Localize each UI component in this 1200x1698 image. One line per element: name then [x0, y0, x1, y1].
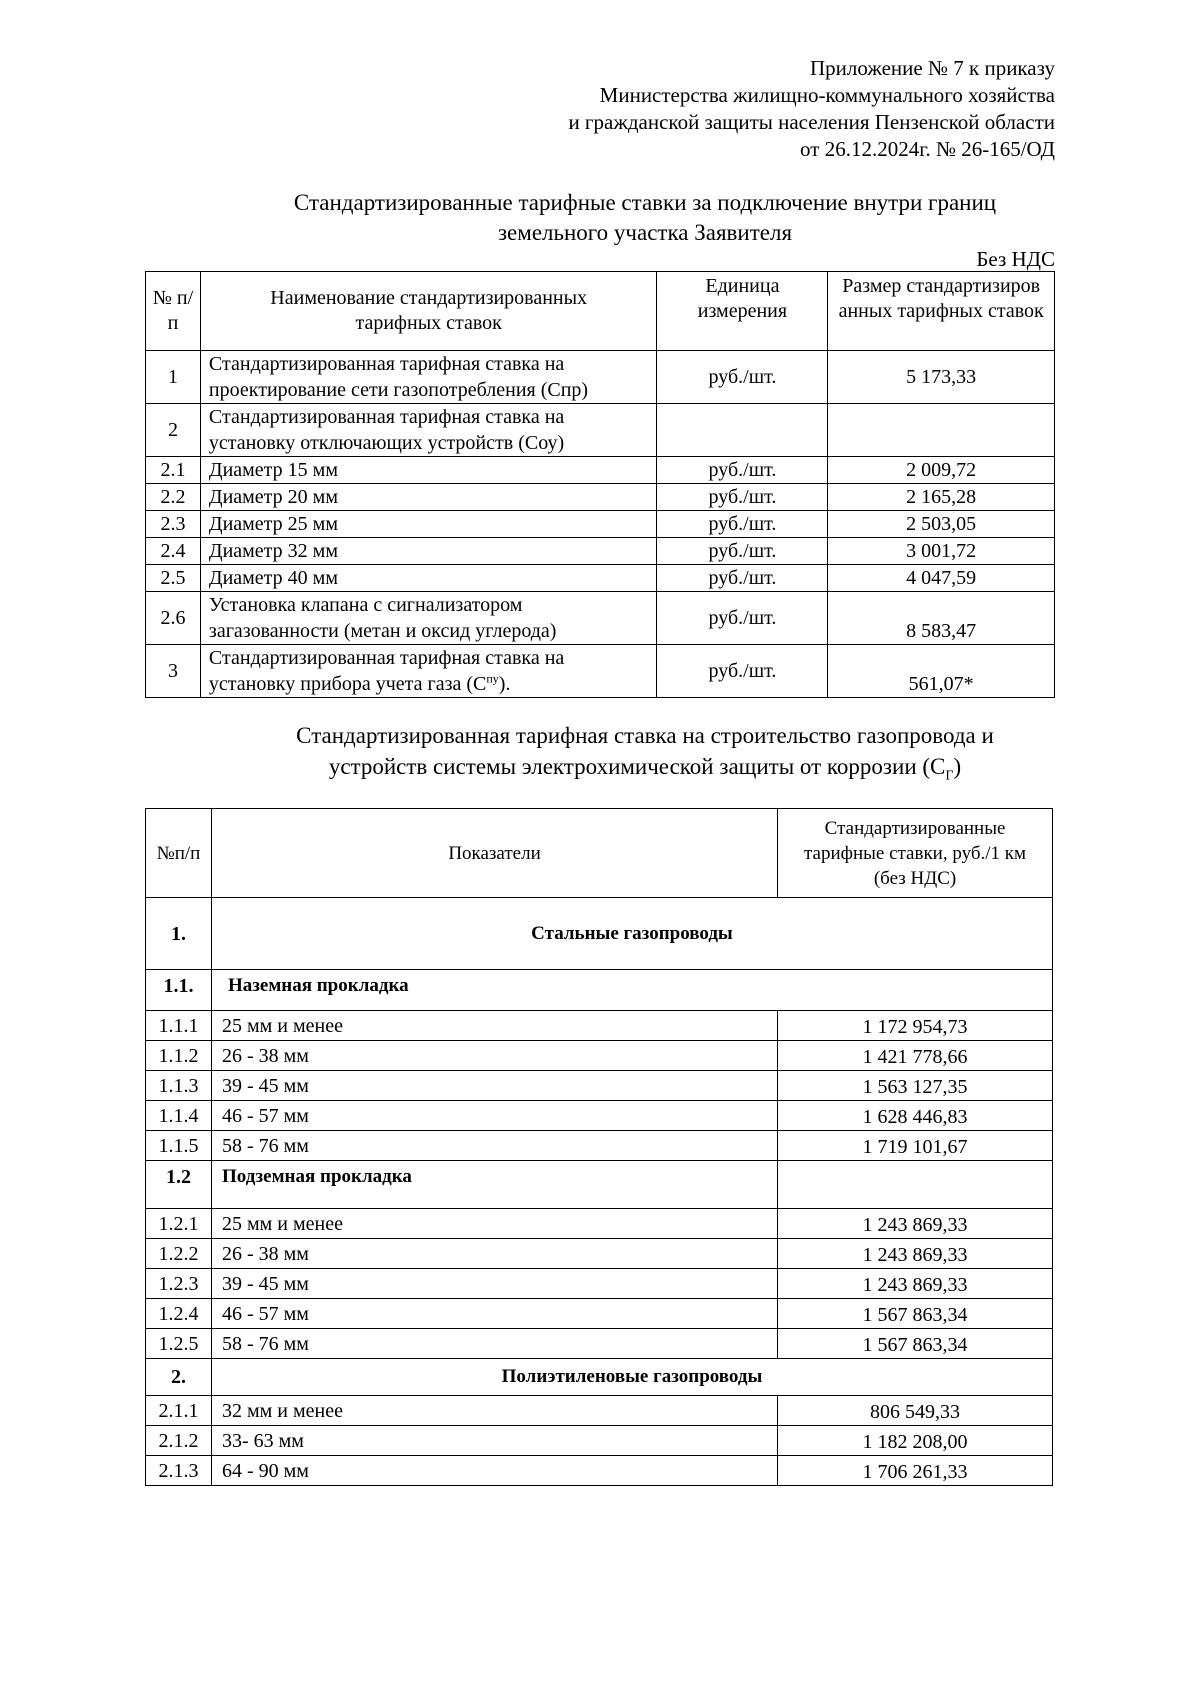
- table-row: [146, 1299, 1053, 1329]
- col-name-header: Наименование стандартизированных тарифных ставок: [200, 272, 657, 351]
- col-value-header: Стандартизированные тарифные ставки, руб./1 км (без НДС): [778, 809, 1053, 898]
- row-value: 1 182 208,00: [778, 1426, 1053, 1456]
- table-row: [146, 1071, 1053, 1101]
- row-name: Установка клапана с сигнализатором загазованности (метан и оксид углерода): [200, 592, 657, 645]
- row-unit: руб./шт.: [657, 538, 828, 565]
- title-text: устройств системы электрохимической защиты от коррозии (С: [328, 754, 946, 779]
- row-num: 2.4: [146, 538, 201, 565]
- row-name-text: Стандартизированная тарифная ставка на установку прибора учета газа (С: [208, 647, 565, 695]
- row-num: 3: [146, 645, 201, 698]
- title-end: ): [953, 754, 962, 779]
- row-value: 2 503,05: [828, 511, 1055, 538]
- col-num-header: №п/п: [146, 809, 212, 898]
- row-value: 1 719 101,67: [778, 1131, 1053, 1161]
- row-value: 2 009,72: [828, 457, 1055, 484]
- ministry-line-2: и гражданской защиты населения Пензенской области: [568, 110, 1055, 134]
- row-unit: руб./шт.: [657, 565, 828, 592]
- section-row-polyethylene: [146, 1359, 1053, 1396]
- subsection-value-empty: [778, 1161, 1053, 1209]
- row-value: 561,07*: [828, 645, 1055, 698]
- table-row: [146, 1329, 1053, 1359]
- col-indicator-header: Показатели: [211, 809, 777, 898]
- row-name: 32 мм и менее: [211, 1396, 777, 1426]
- row-value: 1 243 869,33: [778, 1269, 1053, 1299]
- row-num: 2.2: [146, 484, 201, 511]
- row-num: 1.1.4: [146, 1101, 212, 1131]
- row-name: 25 мм и менее: [211, 1011, 777, 1041]
- table-row: [146, 1396, 1053, 1426]
- subsection-label: Подземная прокладка: [211, 1161, 777, 1209]
- row-name: Стандартизированная тарифная ставка на установку отключающих устройств (Соу): [200, 404, 657, 457]
- appendix-line: Приложение № 7 к приказу: [810, 56, 1055, 80]
- table-row: [146, 1101, 1053, 1131]
- order-date-line: от 26.12.2024г. № 26-165/ОД: [800, 137, 1055, 161]
- table-row: [146, 1239, 1053, 1269]
- row-unit: руб./шт.: [657, 484, 828, 511]
- table2-title-line1: Стандартизированная тарифная ставка на строительство газопровода и: [296, 723, 994, 748]
- tariff-rates-table: [145, 271, 1055, 698]
- row-num: 1.2.2: [146, 1239, 212, 1269]
- section-row-steel: [146, 898, 1053, 970]
- row-num: 1.1.3: [146, 1071, 212, 1101]
- subsection-num: 1.2: [146, 1161, 212, 1209]
- row-value: 3 001,72: [828, 538, 1055, 565]
- row-value: 8 583,47: [828, 592, 1055, 645]
- row-num: 1.2.4: [146, 1299, 212, 1329]
- row-num: 1.1.5: [146, 1131, 212, 1161]
- pipeline-construction-rates-table: [145, 808, 1053, 1486]
- row-num: 1.2.3: [146, 1269, 212, 1299]
- title-subscript: Г: [945, 768, 954, 784]
- order-reference: [568, 55, 1055, 163]
- row-num: 2.3: [146, 511, 201, 538]
- row-value: 806 549,33: [778, 1396, 1053, 1426]
- table-row: [146, 404, 1055, 457]
- row-num: 2.1.3: [146, 1456, 212, 1486]
- row-unit: руб./шт.: [657, 645, 828, 698]
- row-value: 1 243 869,33: [778, 1239, 1053, 1269]
- col-num-header: № п/п: [146, 272, 201, 351]
- row-num: 2.1.1: [146, 1396, 212, 1426]
- row-name: 46 - 57 мм: [211, 1299, 777, 1329]
- row-unit: руб./шт.: [657, 511, 828, 538]
- table-row: [146, 1131, 1053, 1161]
- row-name: 64 - 90 мм: [211, 1456, 777, 1486]
- table1-title: [145, 188, 1145, 248]
- row-name: Диаметр 15 мм: [200, 457, 657, 484]
- row-value: 5 173,33: [828, 351, 1055, 404]
- row-num: 1.1.2: [146, 1041, 212, 1071]
- table2-title-line2: [145, 751, 1145, 782]
- table-row: [146, 565, 1055, 592]
- section-num: 2.: [146, 1359, 212, 1396]
- ministry-line: Министерства жилищно-коммунального хозяйства: [599, 83, 1055, 107]
- table-row: [146, 592, 1055, 645]
- row-name: Стандартизированная тарифная ставка на проектирование сети газопотребления (Спр): [200, 351, 657, 404]
- table2-title: [145, 720, 1145, 782]
- table1-title-line1: Стандартизированные тарифные ставки за подключение внутри границ: [293, 190, 997, 215]
- row-value: 1 628 446,83: [778, 1101, 1053, 1131]
- row-name: 39 - 45 мм: [211, 1071, 777, 1101]
- row-name: 58 - 76 мм: [211, 1329, 777, 1359]
- row-name: 33- 63 мм: [211, 1426, 777, 1456]
- row-unit: руб./шт.: [657, 457, 828, 484]
- vat-note: Без НДС: [976, 247, 1055, 271]
- row-name: 25 мм и менее: [211, 1209, 777, 1239]
- row-name: Диаметр 40 мм: [200, 565, 657, 592]
- table-row: [146, 484, 1055, 511]
- table-row: [146, 1269, 1053, 1299]
- row-name-superscript: пу: [486, 671, 499, 686]
- subsection-num: 1.1.: [146, 970, 212, 1011]
- table-row: [146, 457, 1055, 484]
- section-label: Полиэтиленовые газопроводы: [211, 1359, 1052, 1396]
- table-row: [146, 1456, 1053, 1486]
- row-name: 39 - 45 мм: [211, 1269, 777, 1299]
- row-name: 26 - 38 мм: [211, 1239, 777, 1269]
- row-num: 2.1.2: [146, 1426, 212, 1456]
- row-num: 2: [146, 404, 201, 457]
- row-unit: руб./шт.: [657, 351, 828, 404]
- row-num: 1.2.1: [146, 1209, 212, 1239]
- subsection-row-underground: [146, 1161, 1053, 1209]
- row-name-end: ).: [498, 673, 511, 695]
- row-value: 1 706 261,33: [778, 1456, 1053, 1486]
- table1-header-row: [146, 272, 1055, 351]
- row-name: Диаметр 32 мм: [200, 538, 657, 565]
- table1-title-line2: земельного участка Заявителя: [497, 220, 793, 245]
- row-name: Диаметр 25 мм: [200, 511, 657, 538]
- table-row: [146, 1209, 1053, 1239]
- row-value: 4 047,59: [828, 565, 1055, 592]
- row-name: Диаметр 20 мм: [200, 484, 657, 511]
- row-num: 2.1: [146, 457, 201, 484]
- table2-header-row: [146, 809, 1053, 898]
- table-row: [146, 645, 1055, 698]
- row-name: 46 - 57 мм: [211, 1101, 777, 1131]
- row-name: 26 - 38 мм: [211, 1041, 777, 1071]
- row-num: 1.2.5: [146, 1329, 212, 1359]
- subsection-row-above-ground: [146, 970, 1053, 1011]
- row-num: 1.1.1: [146, 1011, 212, 1041]
- col-value-header: Размер стандартизированных тарифных ставок: [828, 272, 1055, 351]
- row-value: [828, 404, 1055, 457]
- table-row: [146, 1011, 1053, 1041]
- row-num: 2.5: [146, 565, 201, 592]
- row-name: 58 - 76 мм: [211, 1131, 777, 1161]
- section-num: 1.: [146, 898, 212, 970]
- col-unit-header: Единица измерения: [657, 272, 828, 351]
- row-value: 1 243 869,33: [778, 1209, 1053, 1239]
- row-value: 1 563 127,35: [778, 1071, 1053, 1101]
- row-unit: руб./шт.: [657, 592, 828, 645]
- row-num: 1: [146, 351, 201, 404]
- table-row: [146, 511, 1055, 538]
- row-value: 1 567 863,34: [778, 1329, 1053, 1359]
- row-value: 1 172 954,73: [778, 1011, 1053, 1041]
- section-label: Стальные газопроводы: [211, 898, 1052, 970]
- row-unit: [657, 404, 828, 457]
- table-row: [146, 1041, 1053, 1071]
- subsection-label: Наземная прокладка: [211, 970, 1052, 1011]
- row-name: [200, 645, 657, 698]
- table-row: [146, 1426, 1053, 1456]
- row-value: 2 165,28: [828, 484, 1055, 511]
- row-num: 2.6: [146, 592, 201, 645]
- table-row: [146, 538, 1055, 565]
- row-value: 1 567 863,34: [778, 1299, 1053, 1329]
- row-value: 1 421 778,66: [778, 1041, 1053, 1071]
- table-row: [146, 351, 1055, 404]
